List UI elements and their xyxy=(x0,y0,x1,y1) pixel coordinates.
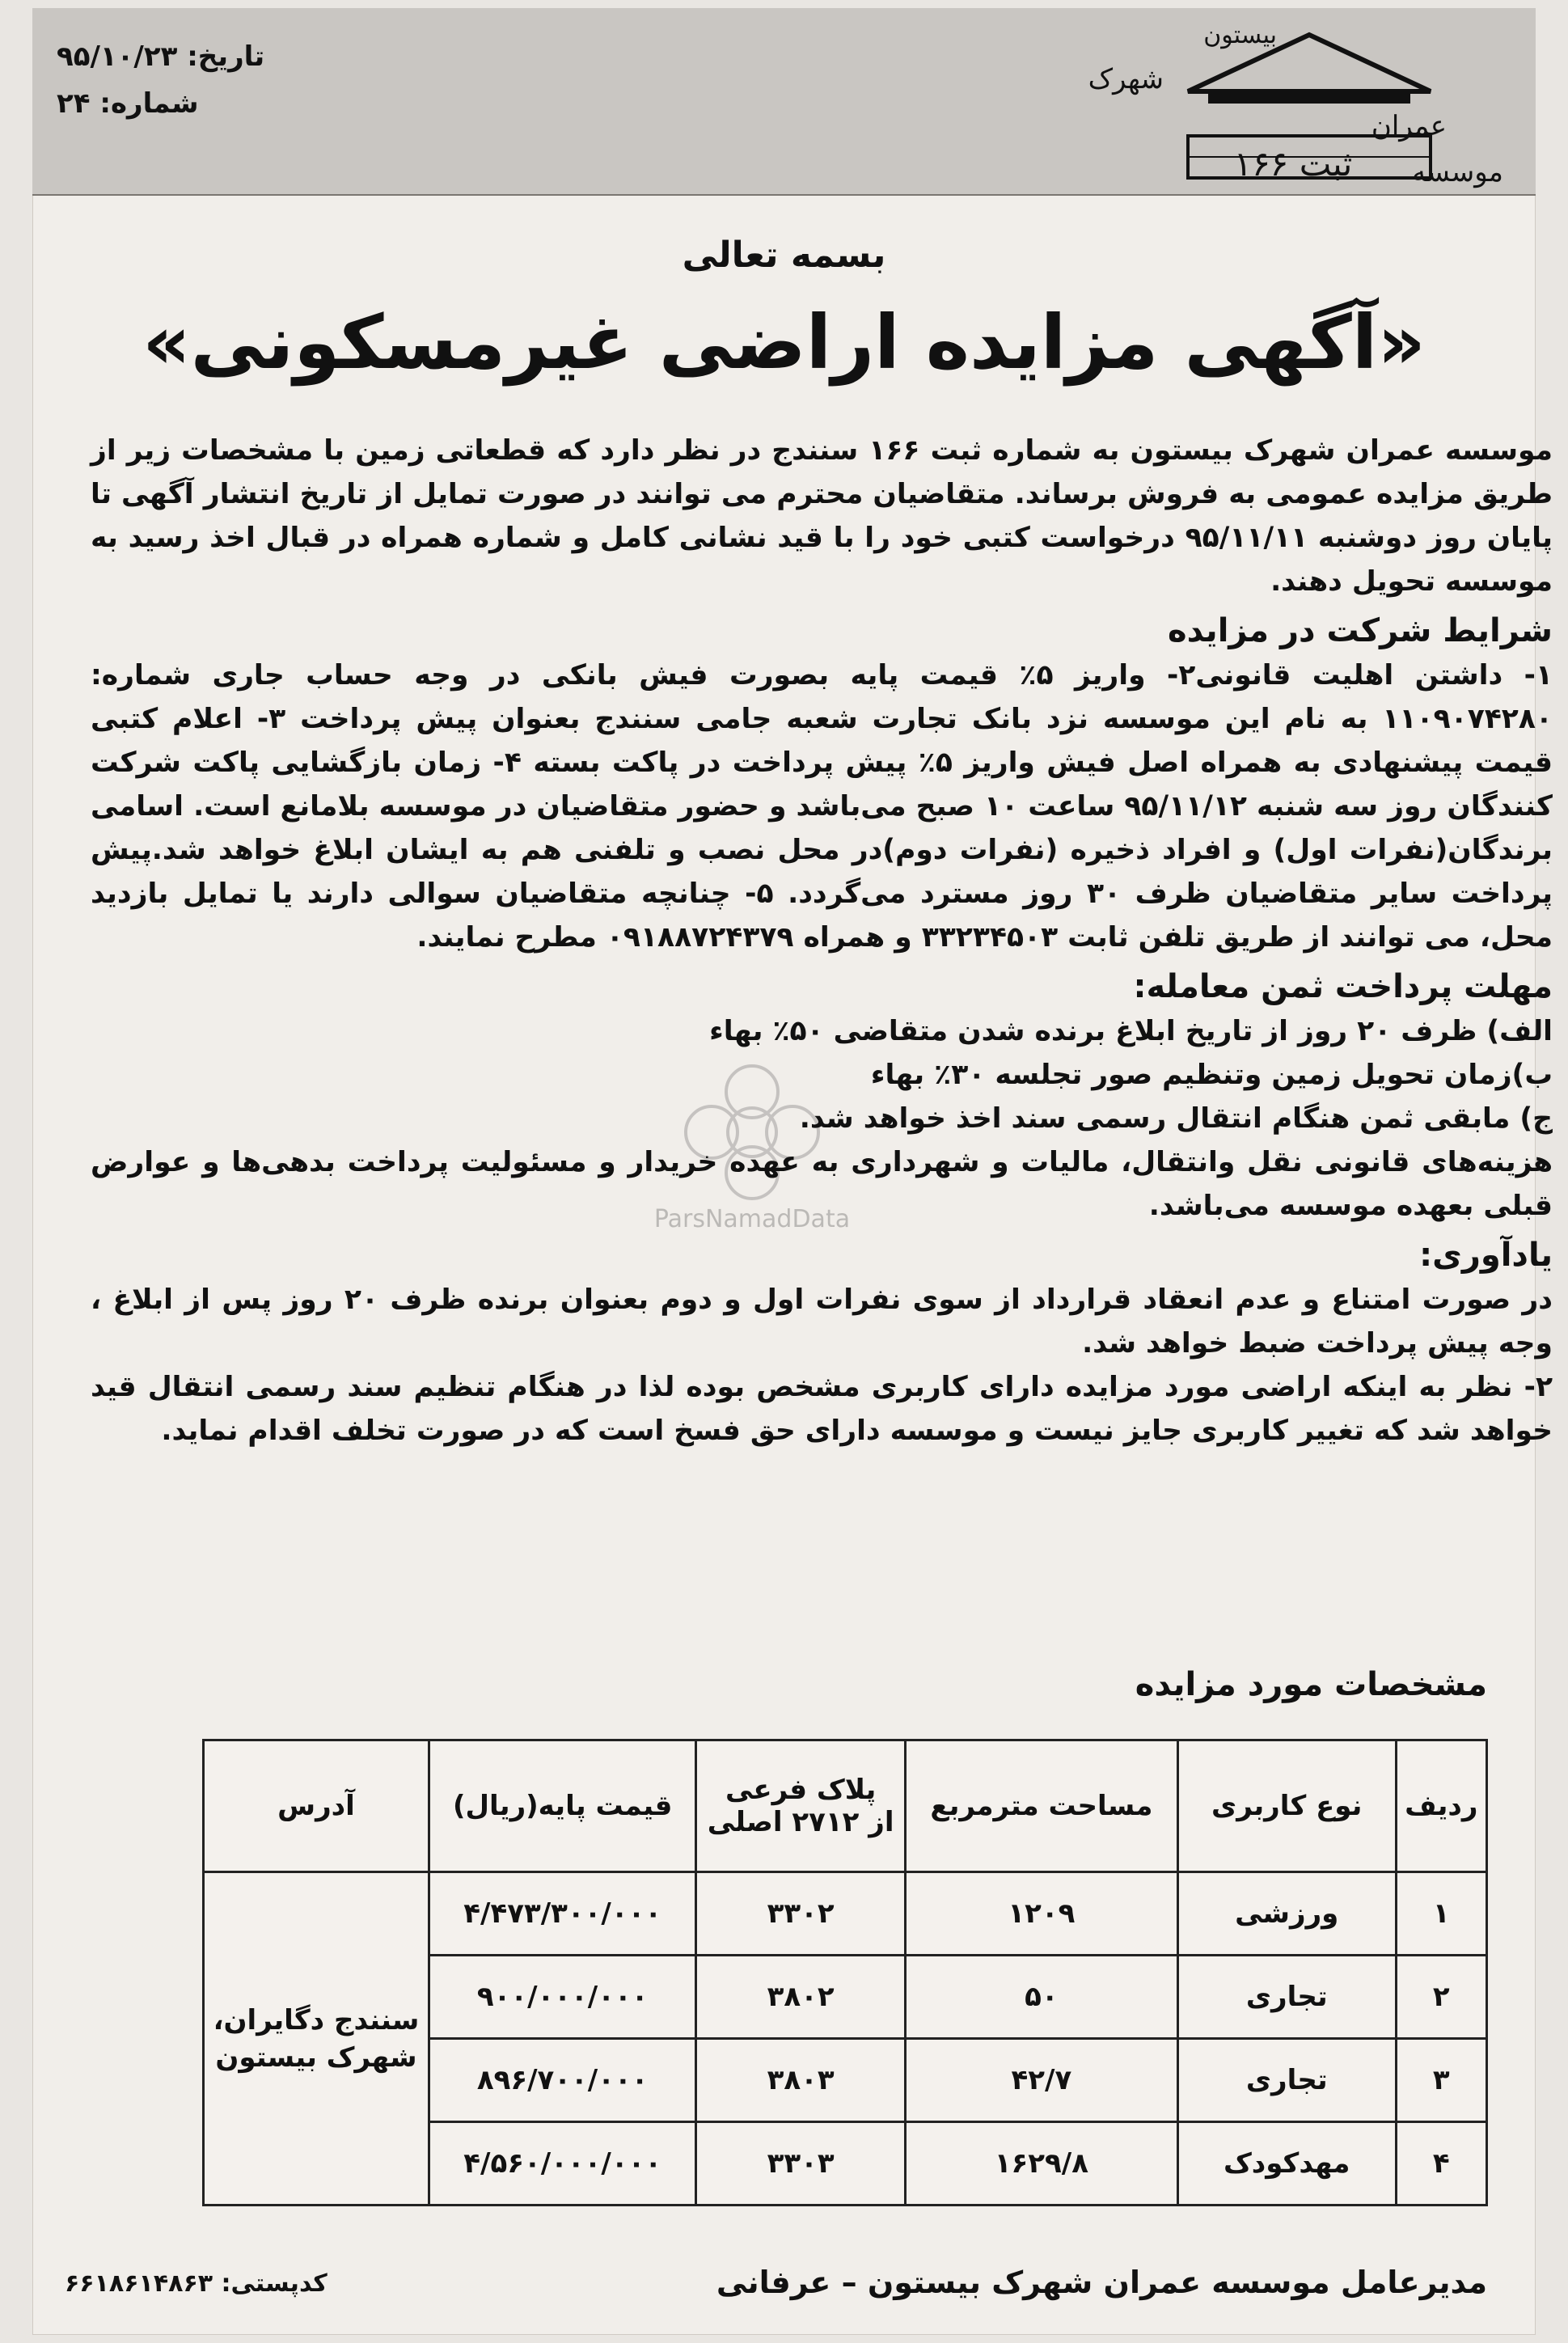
newspaper-page xyxy=(32,8,1553,2335)
table-header-row xyxy=(204,1740,1487,1872)
cell-base-price: ۸۹۶/۷۰۰/۰۰۰ xyxy=(429,2039,696,2122)
cell-use-type: تجاری xyxy=(1177,1956,1396,2039)
payment-item: ج) مابقی ثمن هنگام انتقال رسمی سند اخذ خواهد شد. xyxy=(799,1102,1553,1135)
cell-area: ۱۲۰۹ xyxy=(905,1872,1177,1956)
specs-heading: مشخصات مورد مزایده xyxy=(1135,1666,1487,1703)
logo-text-line4: موسسه xyxy=(1412,156,1503,188)
bismillah: بسمه تعالی xyxy=(682,235,886,276)
page-title: «آگهی مزایده اراضی غیرمسکونی» xyxy=(142,299,1426,386)
cell-use-type: مهدکودک xyxy=(1177,2122,1396,2206)
address-line2: شهرک بیستون xyxy=(215,2041,417,2074)
conditions-heading: شرایط شرکت در مزایده xyxy=(1167,612,1553,649)
header-use-type: نوع کاربری xyxy=(1177,1740,1396,1872)
intro-paragraph: موسسه عمران شهرک بیستون به شماره ثبت ۱۶۶ سنندج در نظر دارد که قطعاتی زمین با مشخصات زیر از طریق مزایده عمومی به فروش برساند. متقاضیان محترم می توانند در صورت تمایل از تاریخ انتشار آگهی تا پایان روز دوشنبه ۹۵/۱۱/۱۱ درخواست کتبی خود را با قید نشانی کامل و شماره همراه در قبال اخذ رسید به موسسه تحویل دهند. xyxy=(91,434,1553,598)
reminder-item: در صورت امتناع و عدم انعقاد قرارداد از سوی نفرات اول و دوم بعنوان برنده ظرف ۲۰ روز پس از ابلاغ ، وجه پیش پرداخت ضبط خواهد شد. xyxy=(91,1284,1553,1360)
cell-area: ۵۰ xyxy=(905,1956,1177,2039)
cell-plot: ۳۸۰۳ xyxy=(696,2039,905,2122)
ad-meta xyxy=(57,40,264,134)
watermark-text: ParsNamadData xyxy=(653,1205,851,1233)
logo-text-line2: شهرک xyxy=(1088,63,1164,95)
header-address: آدرس xyxy=(204,1740,429,1872)
conditions-paragraph: ۱- داشتن اهلیت قانونی۲- واریز ۵٪ قیمت پایه بصورت فیش بانکی در وجه حساب جاری شماره: ۱۱۰۹۰۷۴۲۸۰ به نام این موسسه نزد بانک تجارت شعبه جامی سنندج بعنوان پیش پرداخت ۳- اعلام کتبی قیمت پیشنهادی به همراه اصل فیش واریز ۵٪ پیش پرداخت در پاکت بسته ۴- زمان بازگشایی پاکت شرکت کنندگان روز سه شنبه ۹۵/۱۱/۱۲ ساعت ۱۰ صبح می‌باشد و حضور متقاضیان در موسسه بلامانع است. اسامی برندگان(نفرات اول) و افراد ذخیره (نفرات دوم)در محل نصب و تلفنی هم به ایشان ابلاغ خواهد شد.پیش پرداخت سایر متقاضیان ظرف ۳۰ روز مسترد می‌گردد. ۵- چنانچه متقاضیان سوالی دارند یا تمایل بازدید محل، می توانند از طریق تلفن ثابت ۳۳۲۳۴۵۰۳ و همراه ۰۹۱۸۸۷۲۴۳۷۹ مطرح نمایند. xyxy=(91,659,1553,954)
cell-plot: ۳۸۰۲ xyxy=(696,1956,905,2039)
logo-registration: ثبت ۱۶۶ xyxy=(1233,144,1353,184)
header-plot-line2: از ۲۷۱۲ اصلی xyxy=(707,1806,894,1838)
header-area: مساحت مترمربع xyxy=(905,1740,1177,1872)
cell-area: ۱۶۲۹/۸ xyxy=(905,2122,1177,2206)
postal-code: کدپستی: ۶۶۱۸۶۱۴۸۶۳ xyxy=(65,2269,328,2298)
ad-date: تاریخ: ۹۵/۱۰/۲۳ xyxy=(57,40,265,73)
cell-use-type: ورزشی xyxy=(1177,1872,1396,1956)
cell-base-price: ۴/۵۶۰/۰۰۰/۰۰۰ xyxy=(429,2122,696,2206)
reminder-heading: یادآوری: xyxy=(1419,1237,1553,1274)
cell-base-price: ۴/۴۷۳/۳۰۰/۰۰۰ xyxy=(429,1872,696,1956)
logo-text-line3: عمران xyxy=(1371,110,1447,142)
table-row xyxy=(204,1872,1487,1956)
logo-text-line1: بیستون xyxy=(1203,21,1277,49)
cell-plot: ۳۳۰۳ xyxy=(696,2122,905,2206)
address-line1: سنندج دگایران، xyxy=(213,2003,420,2036)
ad-number: شماره: ۲۴ xyxy=(57,87,199,120)
costs-note: هزینه‌های قانونی نقل وانتقال، مالیات و شهرداری به عهده خریدار و مسئولیت پرداخت بدهی‌ها و عوارض قبلی بعهده موسسه می‌باشد. xyxy=(91,1146,1553,1222)
company-logo xyxy=(1067,15,1519,188)
header-plot xyxy=(696,1740,905,1872)
cell-use-type: تجاری xyxy=(1177,2039,1396,2122)
cell-base-price: ۹۰۰/۰۰۰/۰۰۰ xyxy=(429,1956,696,2039)
cell-plot: ۳۳۰۲ xyxy=(696,1872,905,1956)
cell-area: ۴۲/۷ xyxy=(905,2039,1177,2122)
cell-row-number: ۳ xyxy=(1396,2039,1486,2122)
auction-items-table xyxy=(202,1739,1488,2206)
cell-row-number: ۲ xyxy=(1396,1956,1486,2039)
payment-item: ب)زمان تحویل زمین وتنظیم صور تجلسه ۳۰٪ بهاء xyxy=(870,1059,1553,1091)
ad-body xyxy=(91,429,1553,1453)
cell-address xyxy=(204,1872,429,2206)
reminder-item: ۲- نظر به اینکه اراضی مورد مزایده دارای کاربری مشخص بوده لذا در هنگام تنظیم سند رسمی انتقال قید خواهد شد که تغییر کاربری جایز نیست و موسسه دارای حق فسخ است که در صورت تخلف اقدام نماید. xyxy=(91,1371,1553,1447)
header-base-price: قیمت پایه(ریال) xyxy=(429,1740,696,1872)
payment-heading: مهلت پرداخت ثمن معامله: xyxy=(1133,968,1553,1005)
footer xyxy=(65,2265,1487,2321)
header-plot-line1: پلاک فرعی xyxy=(725,1774,877,1806)
cell-row-number: ۱ xyxy=(1396,1872,1486,1956)
payment-item: الف) ظرف ۲۰ روز از تاریخ ابلاغ برنده شدن متقاضی ۵۰٪ بهاء xyxy=(709,1015,1553,1047)
header-row-number: ردیف xyxy=(1396,1740,1486,1872)
signature: مدیرعامل موسسه عمران شهرک بیستون – عرفانی xyxy=(716,2265,1487,2300)
cell-row-number: ۴ xyxy=(1396,2122,1486,2206)
header-band xyxy=(32,8,1536,196)
